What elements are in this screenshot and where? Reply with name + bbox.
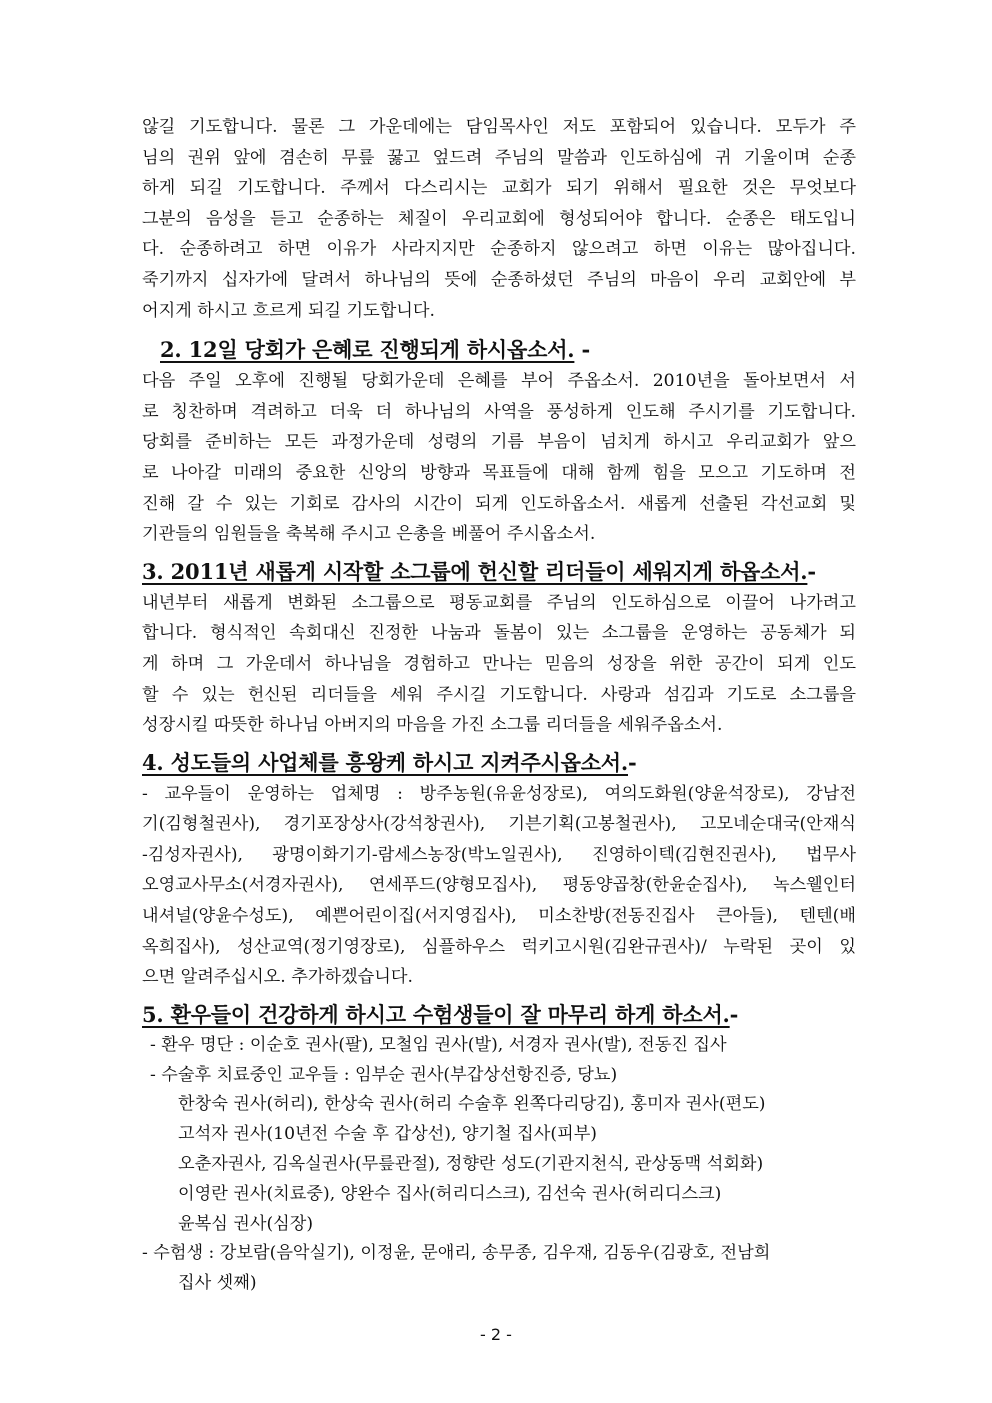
section2-heading-suffix: - — [574, 337, 591, 363]
section3-line: 성장시킬 따뜻한 하나님 아버지의 마음을 가진 소그룹 리더들을 세워주옵소서. — [142, 715, 723, 736]
section1-line: 그분의 음성을 듣고 순종하는 체질이 우리교회에 형성되어야 합니다. 순종은 태도입니 — [142, 208, 856, 229]
section5-list — [142, 1031, 856, 1299]
section1-line: 어지게 하시고 흐르게 되길 기도합니다. — [142, 300, 435, 321]
section3-heading — [142, 556, 856, 588]
exam-student-row: - 수험생 : 강보람(음악실기), 이정윤, 문애리, 송무종, 김우재, 김동우(김광호, 전남희 — [142, 1243, 771, 1264]
section3-line: 할 수 있는 헌신된 리더들을 세워 주시길 기도합니다. 사랑과 섬김과 기도로 소그룹을 — [142, 684, 856, 705]
section4-line: 기(김형철권사), 경기포장상사(강석창권사), 기븐기획(고봉철권사), 고모네순대국(안재식 — [142, 814, 856, 835]
section3-line: 합니다. 형식적인 속회대신 진정한 나눔과 돌봄이 있는 소그룹을 운영하는 공동체가 되 — [142, 623, 856, 644]
treatment-list-row: 윤복심 권사(심장) — [178, 1213, 314, 1234]
section2-body — [142, 366, 856, 550]
section5-heading — [142, 999, 856, 1031]
section1-line: 다. 순종하려고 하면 이유가 사라지지만 순종하지 않으려고 하면 이유는 많아집니다. — [142, 239, 856, 260]
section4-line: - 교우들이 운영하는 업체명 : 방주농원(유윤성장로), 여의도화원(양윤석장로), 강남전 — [142, 783, 856, 804]
patient-list-row: - 환우 명단 : 이순호 권사(팔), 모철임 권사(발), 서경자 권사(발), 전동진 집사 — [150, 1034, 727, 1055]
treatment-list-row: 오춘자권사, 김옥실권사(무릎관절), 정향란 성도(기관지천식, 관상동맥 석회화) — [178, 1154, 764, 1175]
section4-heading-text: 4. 성도들의 사업체를 흥왕케 하시고 지켜주시옵소서. — [142, 749, 628, 775]
section4-line: 내셔널(양윤수성도), 예쁜어린이집(서지영집사), 미소찬방(전동진집사 큰아들), 텐텐(배 — [142, 906, 856, 927]
section4-heading-suffix: - — [628, 749, 637, 775]
section5-heading-suffix: - — [729, 1001, 739, 1027]
section4-body — [142, 779, 856, 993]
section3-heading-suffix: - — [807, 558, 816, 584]
section2-line: 다음 주일 오후에 진행될 당회가운데 은혜를 부어 주옵소서. 2010년을 돌아보면서 서 — [142, 371, 856, 392]
section2-line: 당회를 준비하는 모든 과정가운데 성령의 기름 부음이 넘치게 하시고 우리교회가 앞으 — [142, 432, 856, 453]
section4-line: 으면 알려주십시오. 추가하겠습니다. — [142, 967, 413, 988]
page-body — [142, 112, 856, 1299]
section1-line: 죽기까지 십자가에 달려서 하나님의 뜻에 순종하셨던 주님의 마음이 우리 교회안에 부 — [142, 269, 856, 290]
section2-heading — [142, 334, 856, 366]
treatment-list-row: 이영란 권사(치료중), 양완수 집사(허리디스크), 김선숙 권사(허리디스크) — [178, 1183, 722, 1204]
treatment-list-row: - 수술후 치료중인 교우들 : 임부순 권사(부갑상선항진증, 당뇨) — [150, 1064, 618, 1085]
section1-line: 하게 되길 기도합니다. 주께서 다스리시는 교회가 되기 위해서 필요한 것은 무엇보다 — [142, 178, 856, 199]
section3-line: 내년부터 새롭게 변화된 소그룹으로 평동교회를 주님의 인도하심으로 이끌어 나가려고 — [142, 592, 856, 613]
exam-student-row: 집사 셋째) — [178, 1273, 257, 1294]
section4-heading — [142, 747, 856, 779]
section3-line: 게 하며 그 가운데서 하나님을 경험하고 만나는 믿음의 성장을 위한 공간이 되게 인도 — [142, 653, 856, 674]
section1-body — [142, 112, 856, 326]
section5-heading-text: 5. 환우들이 건강하게 하시고 수험생들이 잘 마무리 하게 하소서. — [142, 1001, 730, 1027]
section3-heading-text: 3. 2011년 새롭게 시작할 소그룹에 헌신할 리더들이 세워지게 하옵소서. — [142, 558, 808, 584]
section3-body — [142, 588, 856, 741]
treatment-list-row: 한창숙 권사(허리), 한상숙 권사(허리 수술후 왼쪽다리당김), 홍미자 권사(편도) — [178, 1094, 766, 1115]
section2-line: 진해 갈 수 있는 기회로 감사의 시간이 되게 인도하옵소서. 새롭게 선출된 각선교회 및 — [142, 493, 856, 514]
section1-line: 님의 권위 앞에 겸손히 무릎 꿇고 엎드려 주님의 말씀과 인도하심에 귀 기울이며 순종 — [142, 147, 856, 168]
section2-heading-text: 2. 12일 당회가 은혜로 진행되게 하시옵소서. — [160, 337, 575, 363]
section4-line: 옥희집사), 성산교역(정기영장로), 심플하우스 럭키고시원(김완규권사)/ 누락된 곳이 있 — [142, 936, 856, 957]
page-number: - 2 - — [480, 1325, 512, 1344]
section4-line: -김성자권사), 광명이화기기-람세스농장(박노일권사), 진영하이텍(김현진권사), 법무사 — [142, 844, 856, 865]
section2-line: 기관들의 임원들을 축복해 주시고 은총을 베풀어 주시옵소서. — [142, 524, 596, 545]
section2-line: 로 나아갈 미래의 중요한 신앙의 방향과 목표들에 대해 함께 힘을 모으고 기도하며 전 — [142, 462, 856, 483]
treatment-list-row: 고석자 권사(10년전 수술 후 갑상선), 양기철 집사(피부) — [178, 1124, 598, 1145]
section2-line: 로 칭찬하며 격려하고 더욱 더 하나님의 사역을 풍성하게 인도해 주시기를 기도합니다. — [142, 401, 856, 422]
section4-line: 오영교사무소(서경자권사), 연세푸드(양형모집사), 평동양곱창(한윤순집사), 녹스웰인터 — [142, 875, 856, 896]
section1-line: 않길 기도합니다. 물론 그 가운데에는 담임목사인 저도 포함되어 있습니다. 모두가 주 — [142, 117, 856, 137]
